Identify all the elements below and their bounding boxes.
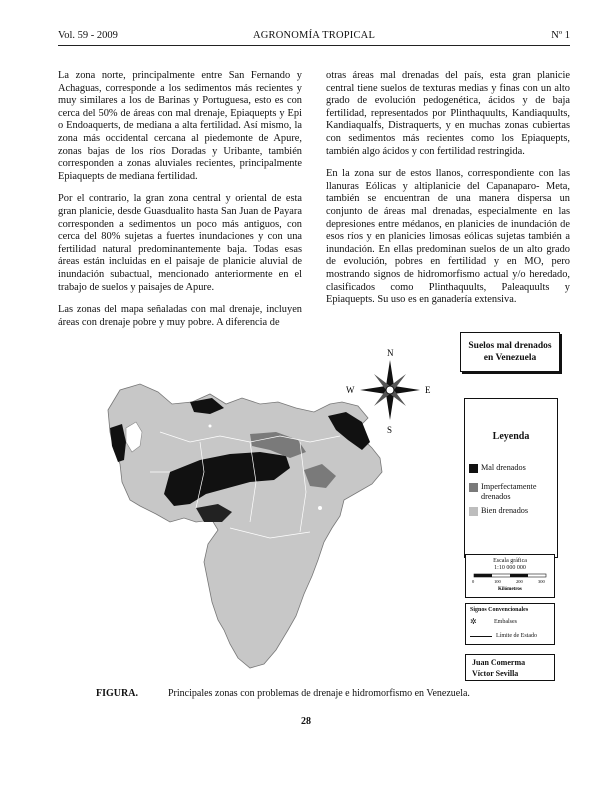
- paragraph: La zona norte, principalmente entre San Fernando y Achaguas, corresponde a los sedimentos más recientes y muy similares a los de Barinas y Portuguesa, esto es con cerca del 50% de áreas con mal drenaje, Epiaquepts y Epi o Endoaquerts, de mediana a alta fertilidad. Así mismo, la zona más occidental cercana al piedemonte de Apure, zonas bajas de los ríos Doradas y Uribante, también corresponden a zonas aluviales recientes, principalmente Epiaquepts de mediana fertilidad.: [58, 70, 302, 182]
- sign-reservoir: Embalses: [494, 619, 517, 625]
- paragraph: Las zonas del mapa señaladas con mal drenaje, incluyen áreas con drenaje pobre y muy pobre. A diferencia de: [58, 304, 302, 328]
- compass-west: W: [346, 385, 355, 395]
- paragraph: otras áreas mal drenadas del país, esta gran planicie central tiene suelos de texturas medias y finas con un alto grado de evolución pedogenética, ácidos y de baja fertilidad, representados por Plinthaquults, Kandiaquults, Kandiaqualfs, Distraquerts, y en muchas zonas cubiertas con sedimentos más recientes como los Epiaquepts, también algo ácidos y con fertilidad restringida.: [326, 70, 570, 157]
- map-title: [461, 340, 559, 364]
- venezuela-drainage-map: [100, 332, 455, 677]
- legend-label: Bien drenados: [481, 506, 529, 515]
- map-title-line: en Venezuela: [483, 353, 537, 363]
- figure-label: FIGURA.: [96, 688, 138, 699]
- running-header: [58, 30, 570, 44]
- scale-tick: 0: [472, 579, 475, 584]
- authors-box: [465, 654, 555, 681]
- issue-number: Nº 1: [551, 30, 570, 41]
- signs-title: Signos Convencionales: [470, 607, 529, 613]
- map-title-box: [460, 332, 560, 372]
- scale-value: 1:10 000 000: [494, 565, 526, 571]
- state-boundary-icon: [470, 636, 492, 637]
- legend-label: Imperfectamente drenados: [481, 482, 537, 501]
- paragraph: En la zona sur de estos llanos, correspondiente con las llanuras Eólicas y altiplanicie del Capanaparo- Meta, también se encuentran de una manera dispersa un conjunto de áreas mal drenadas, especialmente en las depresiones entre médanos, en planicies de inundación de esos ríos y en planicies limosas eólicas sujetas también a inundación. En ellas predominan suelos de un alto grado de evolución, pobres en fertilidad y en MO, pero mostrando signos de hidromorfismo actual y/o heredado, clasificados como Plinthaquults, Paleaquults y Epiaquepts. Su uso es en ganadería extensiva.: [326, 168, 570, 306]
- left-column: [58, 70, 302, 339]
- page-number: 28: [301, 716, 311, 727]
- scale-tick: 300: [538, 579, 545, 584]
- header-rule: [58, 45, 570, 46]
- compass-south: S: [387, 425, 393, 435]
- paragraph: Por el contrario, la gran zona central y oriental de esta gran planicie, desde Guasdualito hasta San Juan de Payara corresponden a sedimentos un poco más antiguos, con cerca del 80% sujetas a fuertes inundaciones y con una fertilidad natural predominantemente baja. Todas esas áreas están incluidas en el paisaje de planicie aluvial de inundación subactual, mencionado anteriormente en el trabajo de suelos y paisajes de Apure.: [58, 193, 302, 293]
- legend-title: Leyenda: [492, 431, 530, 442]
- scale-unit: Kilómetros: [498, 587, 522, 592]
- legend-swatch-well: [469, 507, 478, 516]
- right-column: [326, 70, 570, 317]
- scale-tick: 100: [494, 579, 501, 584]
- journal-title: AGRONOMÍA TROPICAL: [252, 30, 376, 41]
- scale-title: Escala gráfica: [493, 558, 527, 564]
- compass-east: E: [425, 385, 431, 395]
- legend-swatch-poor: [469, 464, 478, 473]
- author-name: Juan Comerma: [472, 658, 526, 667]
- legend-label: Mal drenados: [481, 463, 526, 472]
- scale-tick: 200: [516, 579, 523, 584]
- legend-swatch-imperfect: [469, 483, 478, 492]
- reservoir-icon: ✲: [470, 617, 477, 626]
- map-title-line: Suelos mal drenados: [468, 341, 552, 351]
- figure-caption-text: Principales zonas con problemas de drenaje e hidromorfismo en Venezuela.: [168, 688, 470, 699]
- legend-box: [464, 398, 558, 558]
- scale-bar-box: [465, 554, 555, 598]
- volume-label: Vol. 59 - 2009: [58, 30, 118, 41]
- scale-bar: [466, 572, 554, 594]
- author-name: Víctor Sevilla: [472, 669, 519, 678]
- conventional-signs-box: [465, 603, 555, 645]
- compass-north: N: [387, 348, 394, 358]
- sign-state-limit: Límite de Estado: [496, 633, 537, 639]
